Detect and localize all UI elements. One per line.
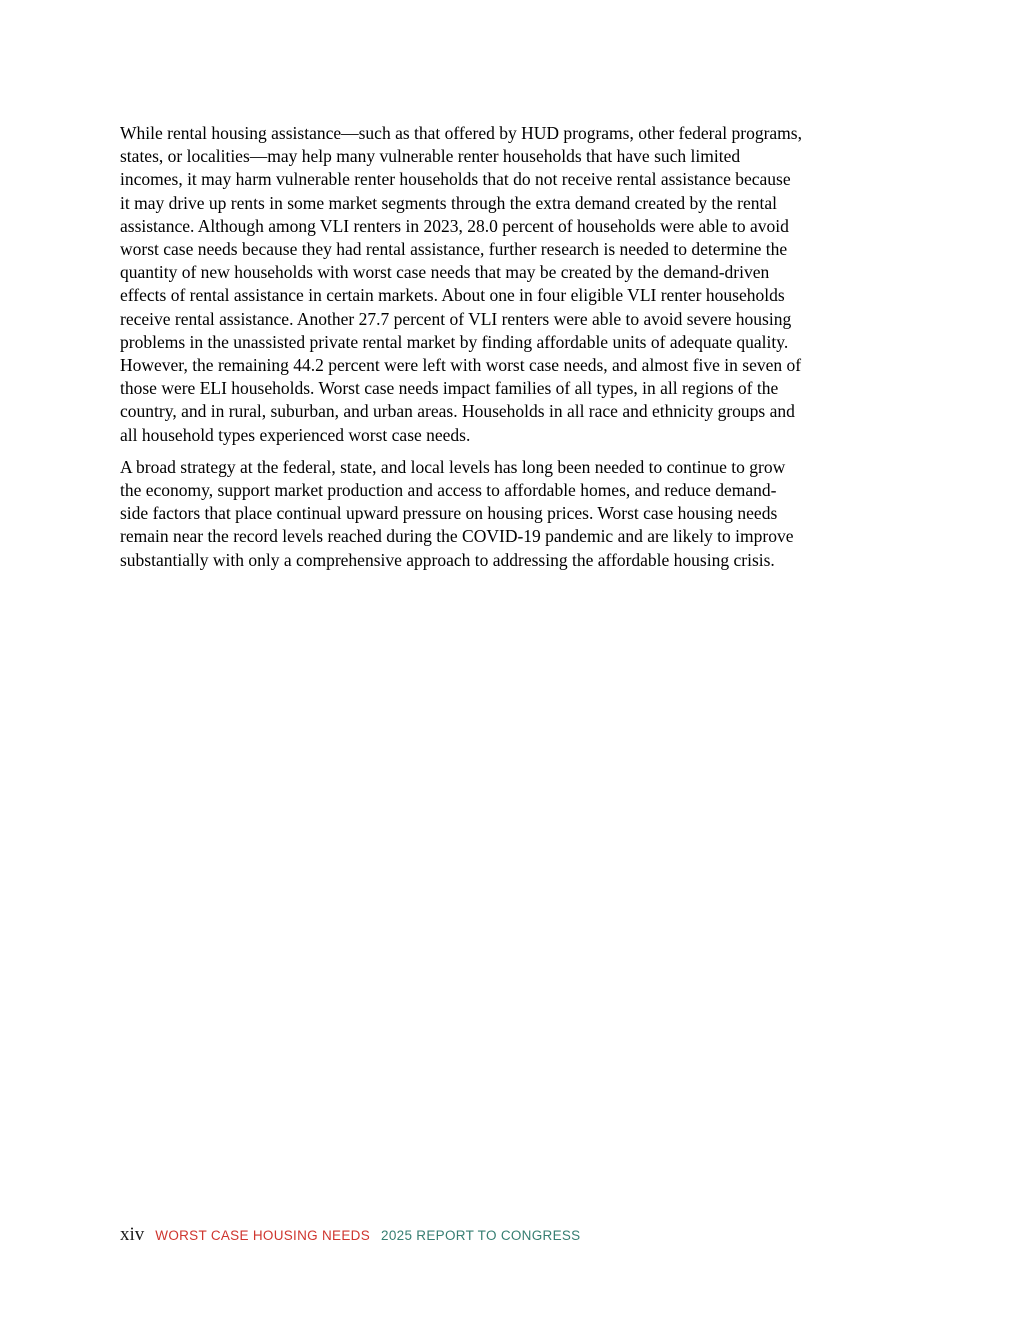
- text-line: all household types experienced worst case needs.: [120, 424, 471, 445]
- text-line: remain near the record levels reached during the COVID-19 pandemic and are likely to improve: [120, 526, 794, 547]
- text-line: However, the remaining 44.2 percent were left with worst case needs, and almost five in seven of: [120, 355, 802, 376]
- body-paragraph: [120, 456, 920, 572]
- text-line: effects of rental assistance in certain markets. About one in four eligible VLI renter households: [120, 285, 785, 306]
- text-line: worst case needs because they had rental assistance, further research is needed to determine the: [120, 239, 788, 260]
- text-line: the economy, support market production and access to affordable homes, and reduce demand-: [120, 480, 777, 501]
- text-line: side factors that place continual upward pressure on housing prices. Worst case housing needs: [120, 503, 778, 524]
- text-line: substantially with only a comprehensive approach to addressing the affordable housing crisis.: [120, 549, 775, 570]
- text-line: incomes, it may harm vulnerable renter households that do not receive rental assistance because: [120, 169, 791, 190]
- page-number: xiv: [120, 1224, 145, 1245]
- text-line: those were ELI households. Worst case needs impact families of all types, in all regions of the: [120, 378, 779, 399]
- text-line: quantity of new households with worst case needs that may be created by the demand-driven: [120, 262, 770, 283]
- page-body-text: [120, 122, 920, 581]
- text-line: it may drive up rents in some market segments through the extra demand created by the rental: [120, 192, 778, 213]
- text-line: country, and in rural, suburban, and urban areas. Households in all race and ethnicity groups and: [120, 401, 795, 422]
- text-line: A broad strategy at the federal, state, and local levels has long been needed to continue to grow: [120, 456, 786, 477]
- text-line: receive rental assistance. Another 27.7 percent of VLI renters were able to avoid severe housing: [120, 308, 792, 329]
- text-line: states, or localities—may help many vulnerable renter households that have such limited: [120, 146, 741, 167]
- text-line: While rental housing assistance—such as that offered by HUD programs, other federal programs,: [120, 123, 802, 143]
- page-footer: [120, 1224, 581, 1246]
- body-paragraph: [120, 122, 920, 447]
- footer-report-title: WORST CASE HOUSING NEEDS: [155, 1228, 371, 1243]
- footer-report-subtitle: 2025 REPORT TO CONGRESS: [381, 1228, 581, 1243]
- text-line: assistance. Although among VLI renters in 2023, 28.0 percent of households were able to avoid: [120, 215, 789, 236]
- text-line: problems in the unassisted private rental market by finding affordable units of adequate quality.: [120, 331, 789, 352]
